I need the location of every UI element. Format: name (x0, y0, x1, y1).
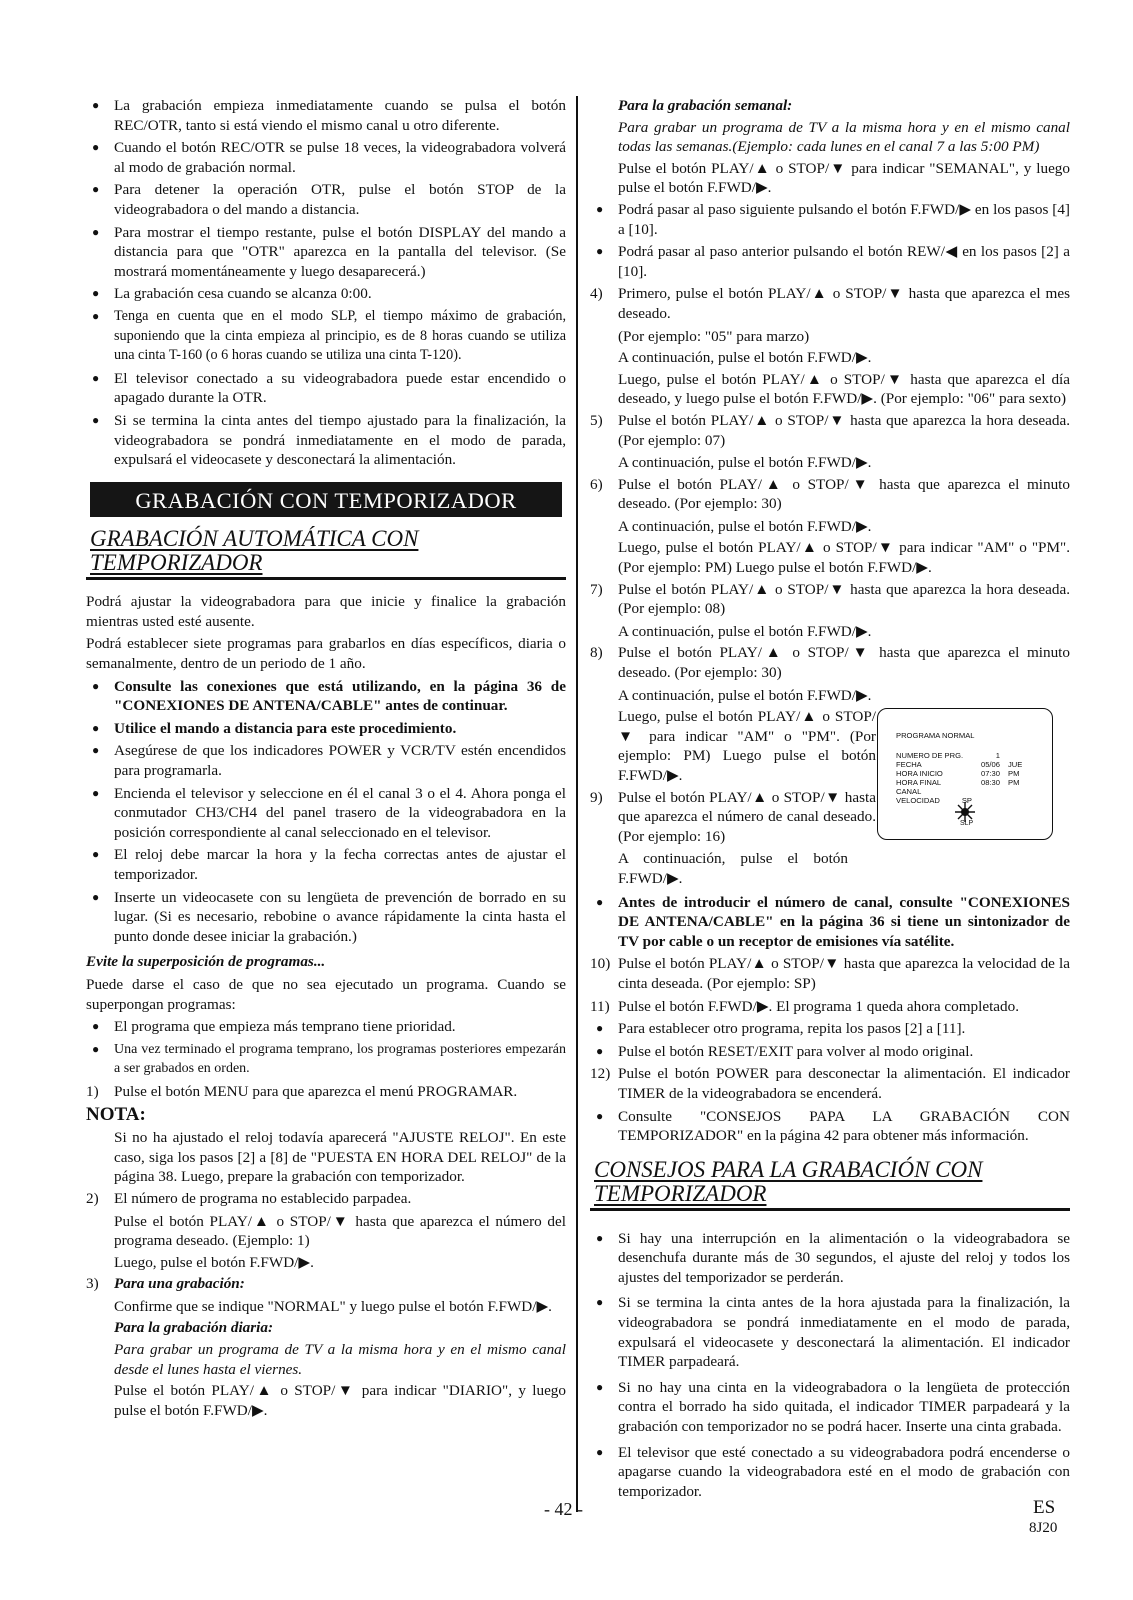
step-text: El número de programa no establecido parpadea. (114, 1189, 412, 1207)
step-1 (86, 1082, 566, 1102)
osd-label: FECHA (896, 760, 922, 769)
list-item: ● Antes de introducir el número de canal, consulte "CONEXIONES DE ANTENA/CABLE" en la página 36 si tiene un sintonizador de TV por cable o un receptor de emisiones vía satélite. (590, 893, 1070, 952)
list-item: ● El televisor que esté conectado a su videograbadora podrá encenderse o apagarse cuando la videograbadora esté en el modo de grabación con temporizador. (590, 1443, 1070, 1502)
step-4 (590, 284, 1070, 323)
section-heading (594, 1158, 1070, 1206)
list-item: ● Utilice el mando a distancia para este procedimiento. (86, 719, 566, 739)
list-item: ● Asegúrese de que los indicadores POWER y VCR/TV estén encendidos para programarla. (86, 741, 566, 780)
list-item: ● Podrá pasar al paso siguiente pulsando el botón F.FWD/▶ en los pasos [4] a [10]. (590, 200, 1070, 239)
step-text: A continuación, pulse el botón F.FWD/▶. (618, 517, 872, 535)
step-text: Pulse el botón POWER para desconectar la alimentación. El indicador TIMER de la videograbadora se encenderá. (618, 1065, 1070, 1102)
list-item: ● Para detener la operación OTR, pulse el botón STOP de la videograbadora o del mando a distancia. (86, 180, 566, 219)
list-item: ● El programa que empieza más temprano tiene prioridad. (86, 1017, 566, 1037)
osd-unit: PM (1008, 769, 1020, 778)
osd-value: 1 (995, 751, 1000, 760)
step-number: 6) (590, 475, 603, 493)
paragraph: Podrá establecer siete programas para grabarlos en días específicos, diaria o semanalmente, dentro de un periodo de 1 año. (86, 635, 566, 673)
step-number: 4) (590, 285, 603, 303)
step-text: Primero, pulse el botón PLAY/▲ o STOP/▼ hasta que aparezca el mes deseado. (618, 285, 1070, 322)
osd-unit: PM (1008, 778, 1020, 787)
note-text: Si no ha ajustado el reloj todavía aparecerá "AJUSTE RELOJ". En este caso, siga los pasos [2] a [8] de "PUESTA EN HORA DEL RELOJ" de la página 38. Luego, prepare la grabación con temporizador. (114, 1129, 566, 1186)
osd-value: 07:30 (980, 769, 1000, 778)
list-item: ● Para mostrar el tiempo restante, pulse el botón DISPLAY del mando a distancia para que "OTR" aparezca en la pantalla del televisor. (Se mostrará momentáneamente y luego desaparecerá.) (86, 223, 566, 282)
note-heading: NOTA: (86, 1103, 146, 1125)
language-code: ES (1033, 1497, 1056, 1518)
step-number: 2) (86, 1189, 99, 1207)
osd-unit: JUE (1008, 760, 1023, 769)
osd-title: PROGRAMA NORMAL (896, 731, 975, 740)
list-item: ● Encienda el televisor y seleccione en él el canal 3 o el 4. Ahora ponga el conmutador CH3/CH4 del panel trasero de la videograbadora en la posición correspondiente al canal seleccionado en el televisor. (86, 784, 566, 843)
step-text: Pulse el botón PLAY/▲ o STOP/▼ hasta que aparezca la hora deseada. (Por ejemplo: 07) (618, 411, 1070, 449)
step-text: Pulse el botón PLAY/▲ o STOP/▼ hasta que aparezca el minuto deseado. (Por ejemplo: 30) (618, 644, 1070, 682)
step-text: Pulse el botón PLAY/▲ o STOP/▼ hasta que aparezca el minuto deseado. (Por ejemplo: 30) (618, 475, 1070, 513)
list-item: ● Si no hay una cinta en la videograbadora o la lengüeta de protección contra el borrado ha sido quitada, el indicador TIMER parpadeará y la grabación con temporizador no se podrá hacer. Inserte una cinta grabada. (590, 1378, 1070, 1437)
step-text: Pulse el botón PLAY/▲ o STOP/▼ hasta que aparezca el número del programa deseado. (Ejemplo: 1) (114, 1212, 566, 1250)
step-text: A continuación, pulse el botón F.FWD/▶. (618, 850, 848, 887)
step-text: A continuación, pulse el botón F.FWD/▶. (618, 686, 872, 704)
step-text: Pulse el botón PLAY/▲ o STOP/▼ para indicar "DIARIO", y luego pulse el botón F.FWD/▶. (114, 1382, 566, 1419)
step-8 (590, 643, 1070, 682)
step-12 (590, 1064, 1070, 1103)
step-6 (590, 475, 1070, 514)
column-divider (576, 96, 578, 1512)
paragraph: Pulse el botón PLAY/▲ o STOP/▼ para indicar "SEMANAL", y luego pulse el botón F.FWD/▶. (618, 159, 1070, 197)
subheading: Para la grabación diaria: (114, 1319, 274, 1337)
section-rule (590, 1208, 1070, 1211)
list-item: ● Si se termina la cinta antes del tiempo ajustado para la finalización, la videograbadora se pondrá inmediatamente en el modo de parada, expulsará el videocasete y desconectará la alimentación. (86, 411, 566, 470)
page-number: - 42 - (544, 1499, 583, 1519)
osd-label: CANAL (896, 787, 922, 796)
list-item: ● Podrá pasar al paso anterior pulsando el botón REW/◀ en los pasos [2] a [10]. (590, 242, 1070, 281)
step-3 (86, 1274, 566, 1294)
step-text: Para grabar un programa de TV a la misma hora y en el mismo canal desde el lunes hasta el viernes. (114, 1341, 566, 1378)
step-5 (590, 411, 1070, 450)
list-item: ● La grabación empieza inmediatamente cuando se pulsa el botón REC/OTR, tanto si está viendo el mismo canal u otro diferente. (86, 96, 566, 135)
section-heading-line1: GRABACIÓN AUTOMÁTICA CON (90, 526, 419, 552)
step-text: Pulse el botón PLAY/▲ o STOP/▼ hasta que aparezca la hora deseada. (Por ejemplo: 08) (618, 580, 1070, 618)
step-number: 10) (590, 955, 611, 973)
step-text: Luego, pulse el botón PLAY/▲ o STOP/▼ para indicar "AM" o "PM". (Por ejemplo: PM) Luego pulse el botón F.FWD/▶. (618, 708, 876, 784)
osd-label: HORA INICIO (896, 769, 943, 778)
step-9 (590, 788, 876, 847)
step-text: A continuación, pulse el botón F.FWD/▶. (618, 349, 872, 367)
step-number: 9) (590, 788, 603, 806)
step-text: (Por ejemplo: "05" para marzo) (618, 327, 810, 345)
osd-label: HORA FINAL (896, 778, 942, 787)
step-text: Pulse el botón MENU para que aparezca el menú PROGRAMAR. (114, 1082, 518, 1100)
section-heading-line2: TEMPORIZADOR (90, 550, 263, 576)
list-item: ● Consulte "CONSEJOS PAPA LA GRABACIÓN CON TEMPORIZADOR" en la página 42 para obtener más información. (590, 1107, 1070, 1146)
osd-label: VELOCIDAD (896, 796, 940, 805)
paragraph: Para grabar un programa de TV a la misma hora y en el mismo canal todas las semanas.(Ejemplo: cada lunes en el canal 7 a las 5:00 PM) (618, 118, 1070, 156)
step-text: Luego, pulse el botón PLAY/▲ o STOP/▼ para indicar "AM" o "PM". (Por ejemplo: PM) Luego pulse el botón F.FWD/▶. (618, 539, 1070, 577)
list-item: ● Pulse el botón RESET/EXIT para volver al modo original. (590, 1042, 1070, 1062)
step-number: 3) (86, 1275, 99, 1293)
paragraph: Podrá ajustar la videograbadora para que inicie y finalice la grabación mientras usted esté ausente. (86, 593, 566, 630)
step-number: 11) (590, 997, 610, 1015)
step-number: 12) (590, 1065, 611, 1083)
list-item: ● La grabación cesa cuando se alcanza 0:00. (86, 284, 566, 304)
list-item: ● El televisor conectado a su videograbadora puede estar encendido o apagado durante la OTR. (86, 369, 566, 408)
list-item: ● El reloj debe marcar la hora y la fecha correctas antes de ajustar el temporizador. (86, 845, 566, 884)
list-item: ● Si se termina la cinta antes de la hora ajustada para la finalización, la videograbadora se pondrá inmediatamente en el modo de parada, expulsará el videocasete y desconectará la alimentación. El indicador TIMER parpadeará. (590, 1293, 1070, 1371)
list-item: ● Consulte las conexiones que está utilizando, en la página 36 de "CONEXIONES DE ANTENA/CABLE" antes de continuar. (86, 677, 566, 716)
step-text: Para una grabación: (114, 1275, 245, 1293)
step-text: Luego, pulse el botón PLAY/▲ o STOP/▼ hasta que aparezca el día deseado, y luego pulse el botón F.FWD/▶. (Por ejemplo: "06" para sexto) (618, 370, 1070, 408)
section-heading-line1: CONSEJOS PARA LA GRABACIÓN CON (594, 1156, 983, 1182)
step-text: Confirme que se indique "NORMAL" y luego pulse el botón F.FWD/▶. (114, 1297, 552, 1315)
subheading: Para la grabación semanal: (618, 97, 793, 114)
section-heading-line2: TEMPORIZADOR (594, 1180, 767, 1206)
step-text: A continuación, pulse el botón F.FWD/▶. (618, 454, 872, 472)
osd-value: 08:30 (980, 778, 1000, 787)
step-number: 5) (590, 411, 603, 429)
list-item: ● Si hay una interrupción en la alimentación o la videograbadora se desenchufa durante más de 30 segundos, el ajuste del reloj y todos los ajustes del temporizador se perderán. (590, 1229, 1070, 1288)
step-number: 8) (590, 644, 603, 662)
step-number: 1) (86, 1082, 99, 1100)
step-10 (590, 954, 1070, 993)
step-text: Pulse el botón F.FWD/▶. El programa 1 queda ahora completado. (618, 997, 1020, 1015)
section-heading (90, 527, 566, 575)
step-11 (590, 997, 1070, 1017)
section-rule (86, 577, 566, 580)
list-item: ● Para establecer otro programa, repita los pasos [2] a [11]. (590, 1019, 1070, 1039)
step-text: Pulse el botón PLAY/▲ o STOP/▼ hasta que aparezca la velocidad de la cinta deseada. (Por ejemplo: SP) (618, 955, 1070, 992)
osd-value: SP (961, 796, 972, 805)
osd-slp: SLP (960, 820, 974, 827)
step-2 (86, 1189, 566, 1209)
step-text: Luego, pulse el botón F.FWD/▶. (114, 1253, 314, 1271)
paragraph: Puede darse el caso de que no sea ejecutado un programa. Cuando se superpongan programas: (86, 975, 566, 1013)
model-code: 8J20 (1029, 1520, 1058, 1536)
step-text: A continuación, pulse el botón F.FWD/▶. (618, 622, 872, 640)
section-banner: GRABACIÓN CON TEMPORIZADOR (92, 484, 560, 516)
list-item: ● Inserte un videocasete con su lengüeta de prevención de borrado en su lugar. (Si es necesario, rebobine o avance rápidamente la cinta hasta el punto donde desee iniciar la grabación.) (86, 888, 566, 947)
left-column (86, 96, 566, 1422)
list-item: ● Tenga en cuenta que en el modo SLP, el tiempo máximo de grabación, suponiendo que la cinta empieza al principio, es de 8 horas cuando se utiliza una cinta T-160 (o 6 horas cuando se utiliza una cinta T-120). (86, 307, 566, 366)
subheading: Evite la superposición de programas... (86, 953, 326, 971)
osd-value: 05/06 (980, 760, 1000, 769)
step-7 (590, 580, 1070, 619)
step-number: 7) (590, 580, 603, 598)
osd-label: NUMERO DE PRG. (896, 751, 964, 760)
list-item: ● Cuando el botón REC/OTR se pulse 18 veces, la videograbadora volverá al modo de grabación normal. (86, 138, 566, 177)
list-item: ● Una vez terminado el programa temprano, los programas posteriores empezarán a ser grabados en orden. (86, 1040, 566, 1079)
tv-screen-illustration (877, 708, 1053, 840)
step-text: Pulse el botón PLAY/▲ o STOP/▼ hasta que aparezca el número de canal deseado. (Por ejemplo: 16) (618, 788, 876, 845)
